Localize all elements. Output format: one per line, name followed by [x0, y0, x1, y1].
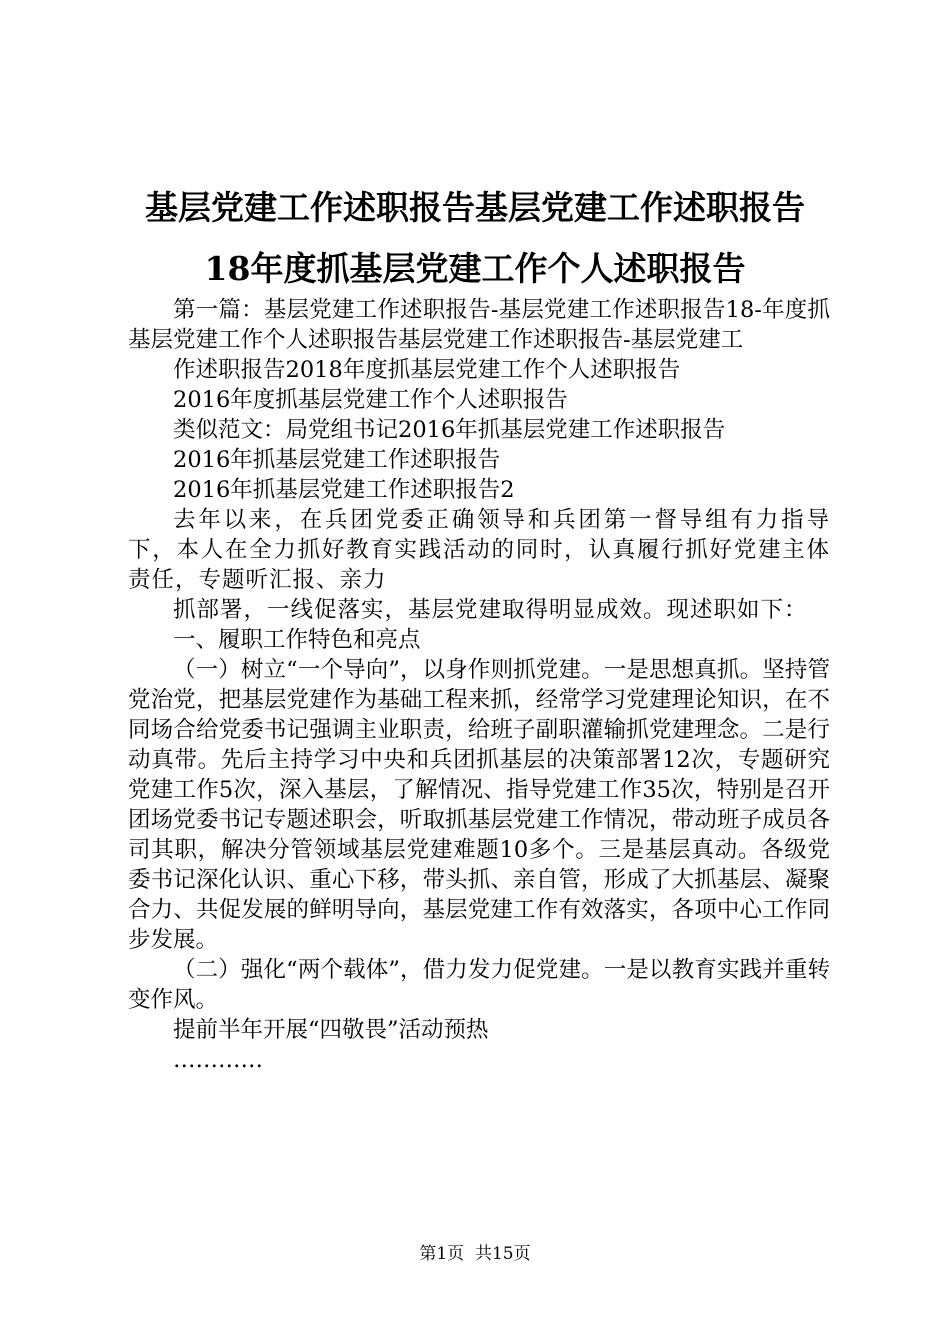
- paragraph-6: 2016年抓基层党建工作述职报告2: [173, 477, 515, 503]
- paragraph-5: 2016年抓基层党建工作述职报告: [173, 447, 501, 473]
- paragraph-1: 第一篇：基层党建工作述职报告-基层党建工作述职报告18-年度抓基层党建工作个人述职报告基层党建工作述职报告-基层党建工: [128, 297, 830, 353]
- paragraph-7: 去年以来，在兵团党委正确领导和兵团第一督导组有力指导下，本人在全力抓好教育实践活动的同时，认真履行抓好党建主体责任，专题听汇报、亲力: [128, 507, 830, 593]
- document-title-line-1: 基层党建工作述职报告基层党建工作述职报告: [145, 188, 805, 227]
- paragraph-10: （一）树立“一个导向”，以身作则抓党建。一是思想真抓。坚持管党治党，把基层党建作为基础工程来抓，经常学习党建理论知识，在不同场合给党委书记强调主业职责，给班子副职灌输抓党建理念。二是行动真带。先后主持学习中央和兵团抓基层的决策部署12次，专题研究党建工作5次，深入基层，了解情况、指导党建工作35次，特别是召开团场党委书记专题述职会，听取抓基层党建工作情况，带动班子成员各司其职，解决分管领域基层党建难题10多个。三是基层真动。各级党委书记深化认识、重心下移，带头抓、亲自管，形成了大抓基层、凝聚合力、共促发展的鲜明导向，基层党建工作有效落实，各项中心工作同步发展。: [128, 657, 830, 953]
- page-number-footer: 第1页 共15页: [419, 1244, 531, 1264]
- paragraph-3: 2016年度抓基层党建工作个人述职报告: [173, 387, 568, 413]
- paragraph-4: 类似范文：局党组书记2016年抓基层党建工作述职报告: [173, 417, 726, 443]
- paragraph-2: 作述职报告2018年度抓基层党建工作个人述职报告: [173, 357, 681, 383]
- paragraph-9: 一、履职工作特色和亮点: [173, 627, 421, 653]
- document-title-line-2: 18年度抓基层党建工作个人述职报告: [204, 249, 746, 288]
- paragraph-11: （二）强化“两个载体”，借力发力促党建。一是以教育实践并重转变作风。: [128, 957, 830, 1013]
- document-body: [128, 295, 830, 1075]
- paragraph-8: 抓部署，一线促落实，基层党建取得明显成效。现述职如下：: [173, 597, 808, 623]
- paragraph-12: 提前半年开展“四敬畏”活动预热: [173, 1017, 489, 1043]
- paragraph-13-ellipsis: …………: [173, 1047, 263, 1073]
